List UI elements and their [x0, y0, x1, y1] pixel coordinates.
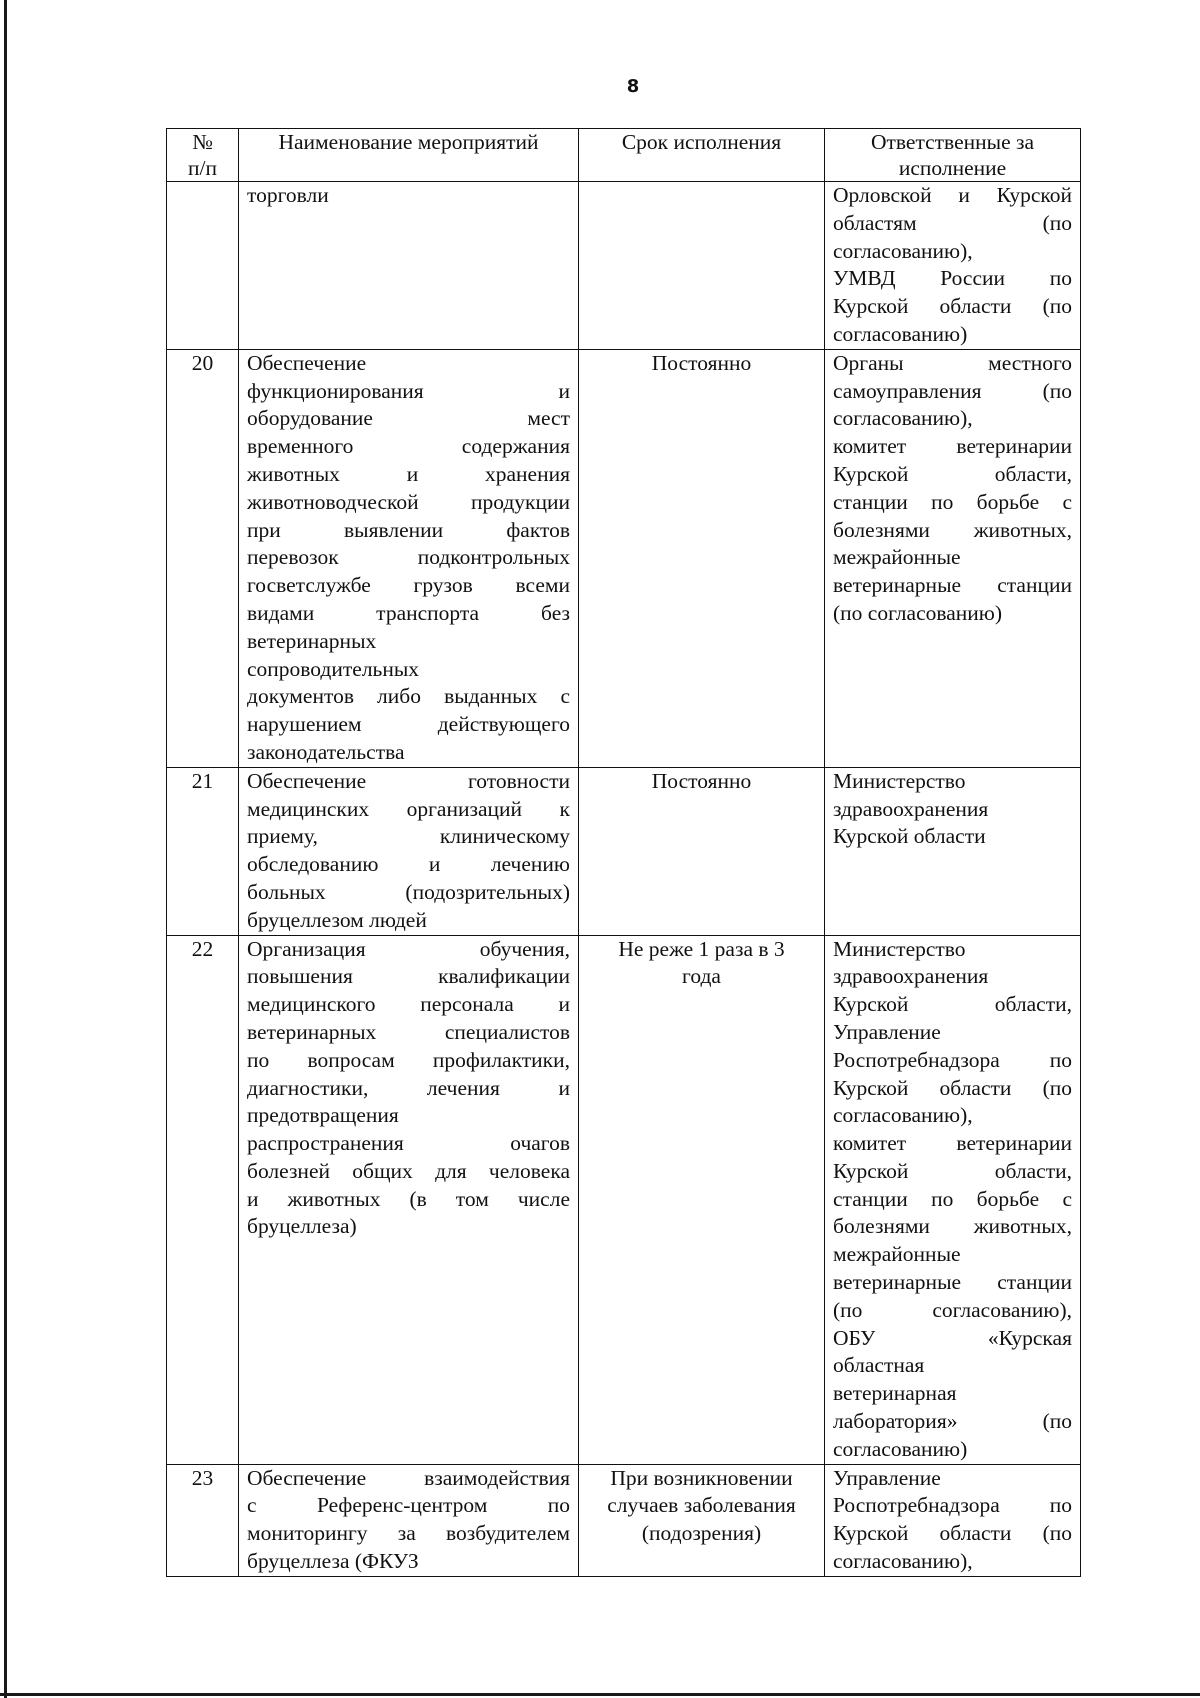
responsible-parties-line: ветеринарная — [833, 1381, 957, 1406]
responsible-parties — [825, 767, 1081, 935]
table-row — [167, 182, 1081, 350]
measure-name-line: временного содержания — [247, 434, 570, 459]
responsible-parties-line: согласованию), — [833, 1103, 973, 1128]
responsible-parties-line: ветеринарные станции — [833, 573, 1072, 598]
measure-name-line: больных (подозрительных) — [247, 879, 570, 904]
measure-name-line: мониторингу за возбудителем — [247, 1521, 570, 1546]
header-name: Наименование мероприятий — [239, 129, 579, 182]
measure-name — [239, 935, 579, 1464]
table-row — [167, 935, 1081, 1464]
header-num-line: № — [192, 130, 213, 154]
row-number: 22 — [167, 935, 239, 1464]
responsible-parties — [825, 1464, 1081, 1576]
responsible-parties — [825, 349, 1081, 767]
measure-name-line: Обеспечение готовности — [247, 768, 570, 793]
measure-name — [239, 1464, 579, 1576]
execution-term-line: случаев заболевания — [607, 1493, 796, 1518]
responsible-parties-line: межрайонные — [833, 545, 961, 570]
header-num — [167, 129, 239, 182]
execution-term-line: При возникновении — [610, 1465, 793, 1490]
responsible-parties-line: Органы местного — [833, 350, 1072, 375]
responsible-parties-line: Курской области (по — [833, 1075, 1072, 1100]
row-number: 23 — [167, 1464, 239, 1576]
responsible-parties-line: Курской области (по — [833, 294, 1072, 319]
table-header-row — [167, 129, 1081, 182]
measure-name-line: при выявлении фактов — [247, 517, 570, 542]
header-responsible — [825, 129, 1081, 182]
responsible-parties-line: самоуправления (по — [833, 378, 1072, 403]
measure-name-line: госветслужбе грузов всеми — [247, 573, 570, 598]
responsible-parties-line: областям (по — [833, 210, 1072, 235]
execution-term — [579, 935, 825, 1464]
header-term: Срок исполнения — [579, 129, 825, 182]
responsible-parties-line: болезнями животных, — [833, 1214, 1072, 1239]
header-responsible-line: исполнение — [898, 156, 1007, 180]
measure-name-line: торговли — [247, 183, 329, 207]
scan-border-bottom — [0, 1693, 1200, 1696]
measure-name-line: Организация обучения, — [247, 936, 570, 961]
measure-name-line: диагностики, лечения и — [247, 1075, 570, 1100]
measure-name — [239, 182, 579, 350]
execution-term-line: Не реже 1 раза в 3 — [618, 936, 785, 961]
responsible-parties-line: согласованию) — [833, 1436, 968, 1461]
measure-name — [239, 767, 579, 935]
measure-name-line: по вопросам профилактики, — [247, 1047, 570, 1072]
responsible-parties-line: Управление — [833, 1019, 941, 1044]
measure-name-line: распространения очагов — [247, 1131, 570, 1156]
measures-table — [166, 128, 1081, 1577]
responsible-parties-line: станции по борьбе с — [833, 489, 1072, 514]
measure-name-line: ветеринарных специалистов — [247, 1019, 570, 1044]
responsible-parties-line: межрайонные — [833, 1242, 961, 1267]
measure-name-line: повышения квалификации — [247, 964, 570, 989]
responsible-parties-line: Роспотребнадзора по — [833, 1493, 1072, 1518]
measure-name-line: обследованию и лечению — [247, 852, 570, 877]
execution-term — [579, 767, 825, 935]
responsible-parties-line: Курской области, — [833, 992, 1072, 1017]
measure-name-line: с Референс-центром по — [247, 1493, 570, 1518]
execution-term-line: года — [682, 964, 721, 989]
execution-term-line: (подозрения) — [641, 1521, 762, 1546]
table-row — [167, 1464, 1081, 1576]
measure-name-line: болезней общих для человека — [247, 1158, 570, 1183]
responsible-parties-line: ОБУ «Курская — [833, 1325, 1072, 1350]
measure-name-line: сопроводительных — [247, 656, 420, 681]
responsible-parties-line: Управление — [833, 1465, 941, 1490]
responsible-parties-line: Курской области, — [833, 1158, 1072, 1183]
responsible-parties — [825, 935, 1081, 1464]
execution-term-line: Постоянно — [651, 350, 752, 375]
responsible-parties-line: станции по борьбе с — [833, 1186, 1072, 1211]
responsible-parties-line: согласованию) — [833, 321, 968, 346]
measure-name — [239, 349, 579, 767]
measure-name-line: бруцеллезом людей — [247, 907, 427, 932]
row-number — [167, 182, 239, 350]
header-responsible-line: Ответственные за — [870, 130, 1035, 154]
responsible-parties-line: согласованию), — [833, 238, 973, 263]
measure-name-line: оборудование мест — [247, 406, 570, 431]
measure-name-line: бруцеллеза (ФКУЗ — [247, 1549, 419, 1574]
responsible-parties-line: Орловской и Курской — [833, 183, 1072, 207]
responsible-parties-line: болезнями животных, — [833, 517, 1072, 542]
responsible-parties-line: (по согласованию) — [833, 600, 1003, 625]
measure-name-line: Обеспечение взаимодействия — [247, 1465, 570, 1490]
responsible-parties-line: (по согласованию), — [833, 1297, 1072, 1322]
responsible-parties-line: Курской области, — [833, 461, 1072, 486]
page-number: 8 — [626, 76, 640, 97]
measure-name-line: бруцеллеза) — [247, 1214, 357, 1239]
responsible-parties-line: здравоохранения — [833, 796, 989, 821]
responsible-parties-line: ветеринарные станции — [833, 1270, 1072, 1295]
measure-name-line: перевозок подконтрольных — [247, 545, 570, 570]
table-row — [167, 767, 1081, 935]
measure-name-line: функционирования и — [247, 378, 570, 403]
responsible-parties-line: Министерство — [833, 768, 966, 793]
measure-name-line: видами транспорта без — [247, 600, 570, 625]
measure-name-line: медицинского персонала и — [247, 992, 570, 1017]
header-num-line: п/п — [188, 156, 217, 180]
responsible-parties-line: согласованию), — [833, 406, 973, 431]
responsible-parties-line: Курской области — [833, 824, 986, 849]
execution-term — [579, 349, 825, 767]
responsible-parties-line: согласованию), — [833, 1549, 973, 1574]
measure-name-line: предотвращения — [247, 1103, 399, 1128]
row-number: 21 — [167, 767, 239, 935]
responsible-parties-line: комитет ветеринарии — [833, 1131, 1072, 1156]
measure-name-line: Обеспечение — [247, 350, 367, 375]
responsible-parties — [825, 182, 1081, 350]
table-row — [167, 349, 1081, 767]
execution-term — [579, 182, 825, 350]
responsible-parties-line: лаборатория» (по — [833, 1409, 1072, 1434]
execution-term-line: Постоянно — [651, 768, 752, 793]
measure-name-line: и животных (в том числе — [247, 1186, 570, 1211]
responsible-parties-line: комитет ветеринарии — [833, 434, 1072, 459]
measure-name-line: животных и хранения — [247, 461, 570, 486]
responsible-parties-line: областная — [833, 1353, 925, 1378]
measure-name-line: документов либо выданных с — [247, 684, 570, 709]
responsible-parties-line: Роспотребнадзора по — [833, 1047, 1072, 1072]
measure-name-line: законодательства — [247, 739, 405, 764]
measure-name-line: ветеринарных — [247, 628, 377, 653]
measure-name-line: нарушением действующего — [247, 712, 570, 737]
responsible-parties-line: Министерство — [833, 936, 966, 961]
scan-border-left — [4, 0, 7, 1698]
responsible-parties-line: Курской области (по — [833, 1521, 1072, 1546]
execution-term — [579, 1464, 825, 1576]
measure-name-line: животноводческой продукции — [247, 489, 570, 514]
measure-name-line: приему, клиническому — [247, 824, 570, 849]
measure-name-line: медицинских организаций к — [247, 796, 570, 821]
responsible-parties-line: здравоохранения — [833, 964, 989, 989]
row-number: 20 — [167, 349, 239, 767]
responsible-parties-line: УМВД России по — [833, 266, 1072, 291]
